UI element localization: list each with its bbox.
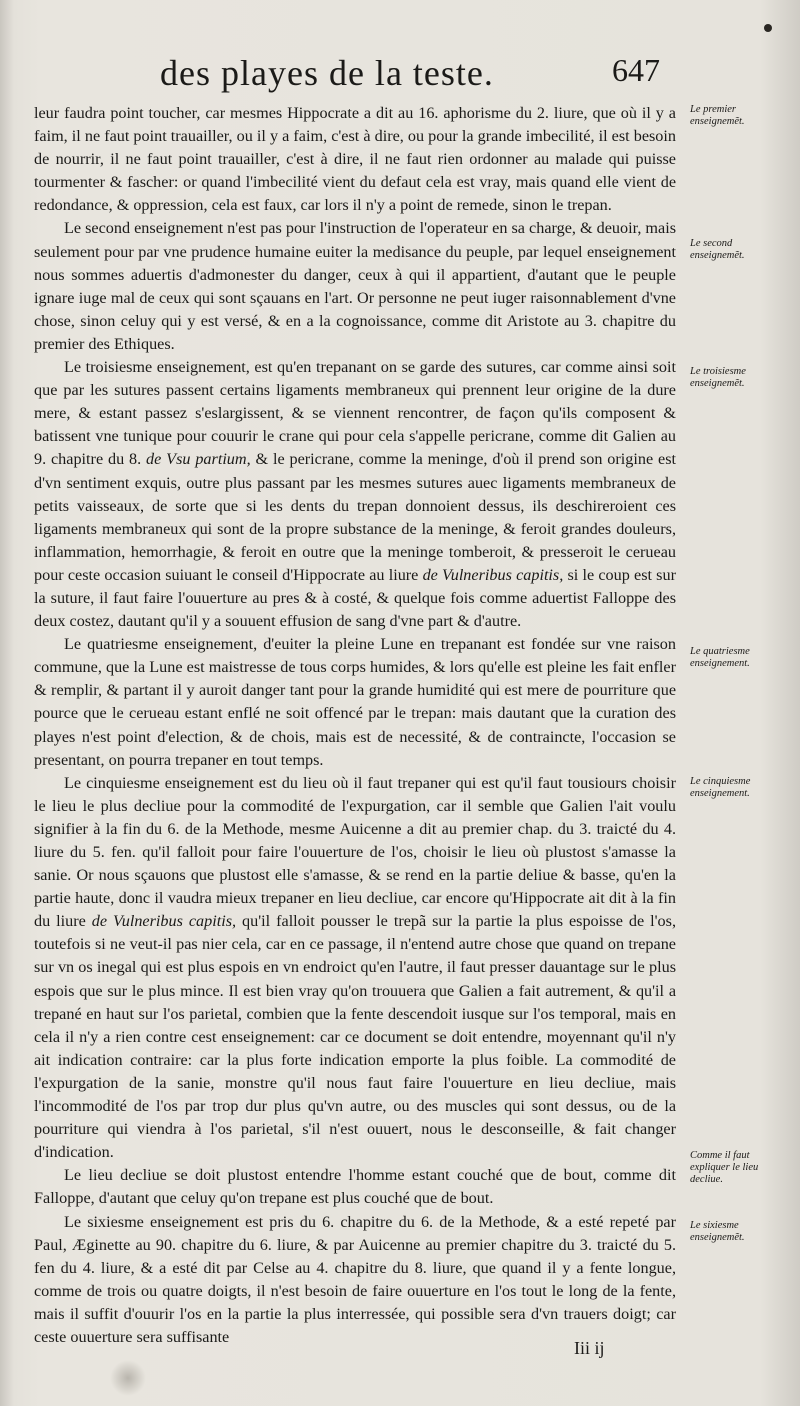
work-title: de Vsu partium, xyxy=(146,450,251,469)
work-title: de Vulneribus capitis, xyxy=(91,912,237,931)
ink-smudge xyxy=(764,24,772,32)
paragraph-7: Le sixiesme enseignement est pris du 6. chapitre du 6. de la Methode, & a esté repeté par Paul, Æginette au 90. chapitre du 6. liure, & par Auicenne au premier chapitre du 3. traicté du 5. fen du 4. liure, & a esté dit par Celse au 4. chapitre du 8. liure, que quand il y a fente longue, comme de trois ou quatre doigts, il n'est besoin de faire ouuerture en l'os tout le long de la fente, mais il suffit d'ouurir l'os en la partie la plus interressée, qui possible sera d'vn trauers doigt; car ceste ouuerture sera suffisante xyxy=(34,1212,676,1346)
margin-note-quatriesme: Le quatriesme enseignement. xyxy=(690,646,750,669)
paragraph-5 xyxy=(34,772,676,1165)
page-stain xyxy=(110,1360,146,1396)
margin-note-second: Le second enseignemẽt. xyxy=(690,238,745,261)
paragraph-2: Le second enseignement n'est pas pour l'instruction de l'operateur en sa charge, & deuoir, mais seulement pour par vne prudence humaine euiter la medisance du peuple, par lequel enseignement nous sommes aduertis d'admonester du danger, ceux à qui il appartient, d'autant que le peuple ignare iuge mal de ceux qui sont sçauans en l'art. Or personne ne peut iuger raisonnablement d'vne chose, sinon celuy qui y est versé, & en a la cognoissance, comme dit Aristote au 3. chapitre du premier des Ethiques. xyxy=(34,219,676,353)
paragraph-4: Le quatriesme enseignement, d'euiter la pleine Lune en trepanant est fondée sur vne raison commune, que la Lune est maistresse de tous corps humides, & lors qu'elle est pleine les fait enfler & remplir, & partant il y auroit danger tant pour la grande humidité qui est mere de pourriture que pource que le cerueau estant enflé ne soit offencé par le trepan: mais dautant que la curation des playes n'est point d'election, & de chois, mais est de necessité, & de contraincte, l'occasion se presentant, on pourra trepaner en tout temps. xyxy=(34,635,676,769)
page-header xyxy=(0,52,800,102)
margin-note-sixiesme: Le sixiesme enseignemẽt. xyxy=(690,1220,745,1243)
margin-note-decliue: Comme il faut expliquer le lieu decliue. xyxy=(690,1150,759,1185)
paragraph-1: leur faudra point toucher, car mesmes Hippocrate a dit au 16. aphorisme du 2. liure, que où il y a faim, il ne faut point trauailler, ou il y a faim, c'est à dire, ou pour la grande imbecilité, il est besoin de nourrir, il ne faut point trauailler, c'est à dire, il ne faut rien ordonner au malade qui puisse tourmenter & fascher: or quand l'imbecilité vient du defaut cela est vray, mais quand elle vient de redondance, & oppression, cela est faux, car lors il n'y a point de remede, sinon le trepan. xyxy=(34,104,676,215)
margin-note-premier: Le premier enseignemẽt. xyxy=(690,104,745,127)
margin-note-cinquiesme: Le cinquiesme enseignement. xyxy=(690,776,751,799)
running-title: des playes de la teste. xyxy=(160,53,494,93)
paragraph-3 xyxy=(34,356,676,633)
margin-note-troisiesme: Le troisiesme enseignemẽt. xyxy=(690,366,746,389)
paragraph-text: Le cinquiesme enseignement est du lieu où il faut trepaner qui est qu'il faut tousiours choisir le lieu le plus decliue pour la commodité de l'expurgation, car il semble que Galien l'ait voulu signifier à la fin du 6. de la Methode, mesme Auicenne a dit au premier chap. du 3. traicté du 4. liure du 5. fen. qu'il falloit pour faire l'ouuerture de l'os, choisir le lieu où plustost s'amasse la sanie. Or nous sçauons que plustost elle s'amasse, & se rend en la partie deliue & basse, qu'en la partie haute, donc il vaudra mieux trepaner en lieu decliue, car encore qu'Hippocrate ait dit à la fin du liure xyxy=(34,773,676,931)
work-title: de Vulneribus capitis, xyxy=(422,565,564,584)
page-number: 647 xyxy=(612,52,660,88)
paragraph-6: Le lieu decliue se doit plustost entendre l'homme estant couché que de bout, comme dit Falloppe, d'autant que celuy qu'on trepane est plus couché que de bout. xyxy=(34,1166,676,1208)
paragraph-text: Le troisiesme enseignement, est qu'en trepanant on se garde des sutures, car comme ainsi soit que par les sutures passent certains ligaments membraneux qui prennent leur origine de la dure mere, & estant passez s'eslargissent, & se viennent rencontrer, de façon qu'ils composent & batissent vne tunique pour couurir le crane qui pour cela s'appelle pericrane, comme dit Galien au 9. chapitre du 8. xyxy=(34,358,676,469)
paragraph-text: si le coup est sur la suture, il faut faire l'ouuerture au pres & à costé, & quelque fois comme aduertist Falloppe des deux costez, dautant qu'il y a souuent effusion de sang d'vne part & d'autre. xyxy=(34,565,676,631)
paragraph-text: & le pericrane, comme la meninge, d'où il prend son origine est d'vn sentiment exquis, outre plus passant par les mesmes sutures auec ligaments membraneux de petits vaisseaux, de sorte que si les dents du trepan donnoient dessus, ils deschireroient ces ligaments membraneux qui sont de la propre substance de la meninge, & feroit grandes douleurs, inflammation, hemorrhagie, & feroit en outre que la meninge tomberoit, & presseroit le cerueau pour ceste occasion suiuant le conseil d'Hippocrate au liure xyxy=(34,450,676,584)
main-text xyxy=(34,102,676,1349)
signature-mark: Iii ij xyxy=(574,1338,605,1358)
paragraph-text: qu'il falloit pousser le trepã sur la partie la plus espoisse de l'os, toutefois si ne veut-il pas nier cela, car en ce passage, il n'entend autre chose que quand on trepane sur vn os inegal qui est plus espois en vn endroict qu'en l'autre, il faut presser dauantage sur le plus espois que sur le plus mince. Il est bien vray qu'on trouuera que Galien a fait autrement, & qu'il a trepané en haut sur l'os parietal, combien que la fente descendoit iusque sur l'os temporal, mais en cela il n'y a rien contre cest enseignement: car ce document se doit entendre, moyennant qu'il n'y ait indication contraire: car la plus forte indication emporte la plus foible. La commodité de l'expurgation de la sanie, monstre qu'il nous faut faire l'ouuerture en lieu decliue, mais l'incommodité de l'os par trop dur plus qu'vn autre, ou des muscles qui sont dessus, ou de la pourriture qui viendra à l'os parietal, s'il n'est ouuert, nous le desconseille, & fait changer d'indication. xyxy=(34,912,676,1162)
